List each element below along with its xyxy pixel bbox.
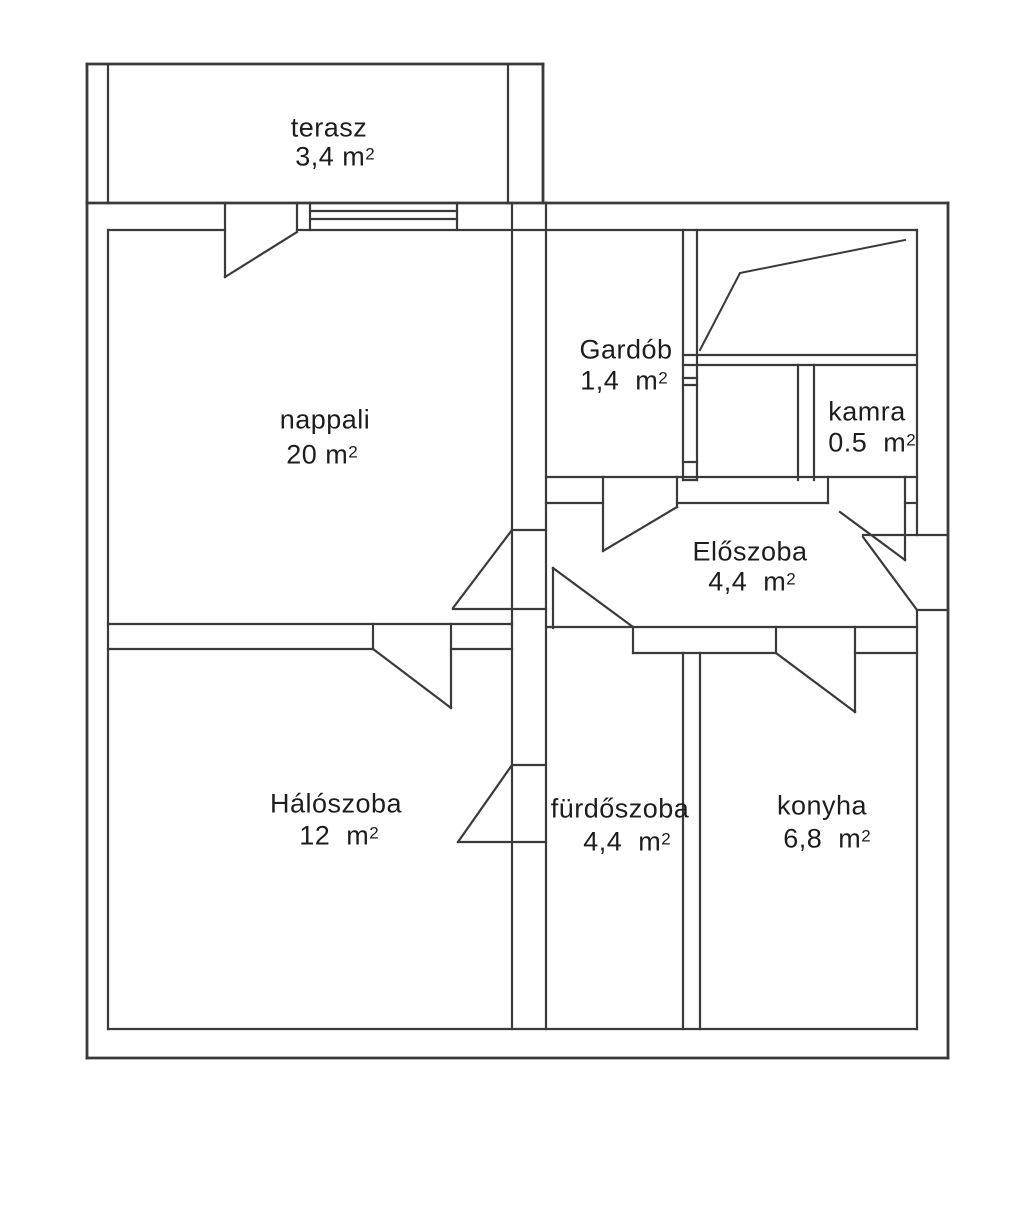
pantry-door <box>840 477 905 560</box>
wardrobe-door <box>603 477 677 551</box>
eloszoba-area: 4,4 $m^2$ <box>708 566 796 597</box>
kitchen-door <box>776 627 855 712</box>
konyha-area: 6,8 $m^2$ <box>783 823 871 854</box>
bedroom-door <box>373 624 451 708</box>
gardob-area: 1,4 $m^2$ <box>580 365 668 396</box>
closet-door-swing <box>700 240 905 350</box>
hall-bottom-wall <box>546 627 917 653</box>
central-wall <box>512 203 546 1029</box>
nappali-label: nappali <box>279 404 371 435</box>
bathroom-kitchen-wall <box>683 653 700 1029</box>
furdoszoba-area: 4,4 $m^2$ <box>583 826 671 857</box>
terasz-area: 3,4 $m^2$ <box>295 141 375 172</box>
terasz-label: terasz <box>290 112 368 143</box>
outer-walls <box>87 203 948 1058</box>
gardob-label: Gardób <box>579 334 673 365</box>
haloszoba-label: Hálószoba <box>269 788 403 819</box>
terrace-door <box>225 203 297 277</box>
window-symbol <box>310 203 457 230</box>
konyha-label: konyha <box>776 790 868 821</box>
eloszoba-label: Előszoba <box>692 536 808 567</box>
kamra-area: 0.5 $m^2$ <box>828 427 916 458</box>
nappali-area: 20 $m^2$ <box>286 439 358 470</box>
living-room-door <box>453 530 633 628</box>
kamra-label: kamra <box>828 396 906 427</box>
furdoszoba-label: fürdőszoba <box>550 793 690 824</box>
haloszoba-area: 12 $m^2$ <box>299 820 379 851</box>
bathroom-door <box>458 765 546 842</box>
hall-top-wall <box>546 477 917 507</box>
